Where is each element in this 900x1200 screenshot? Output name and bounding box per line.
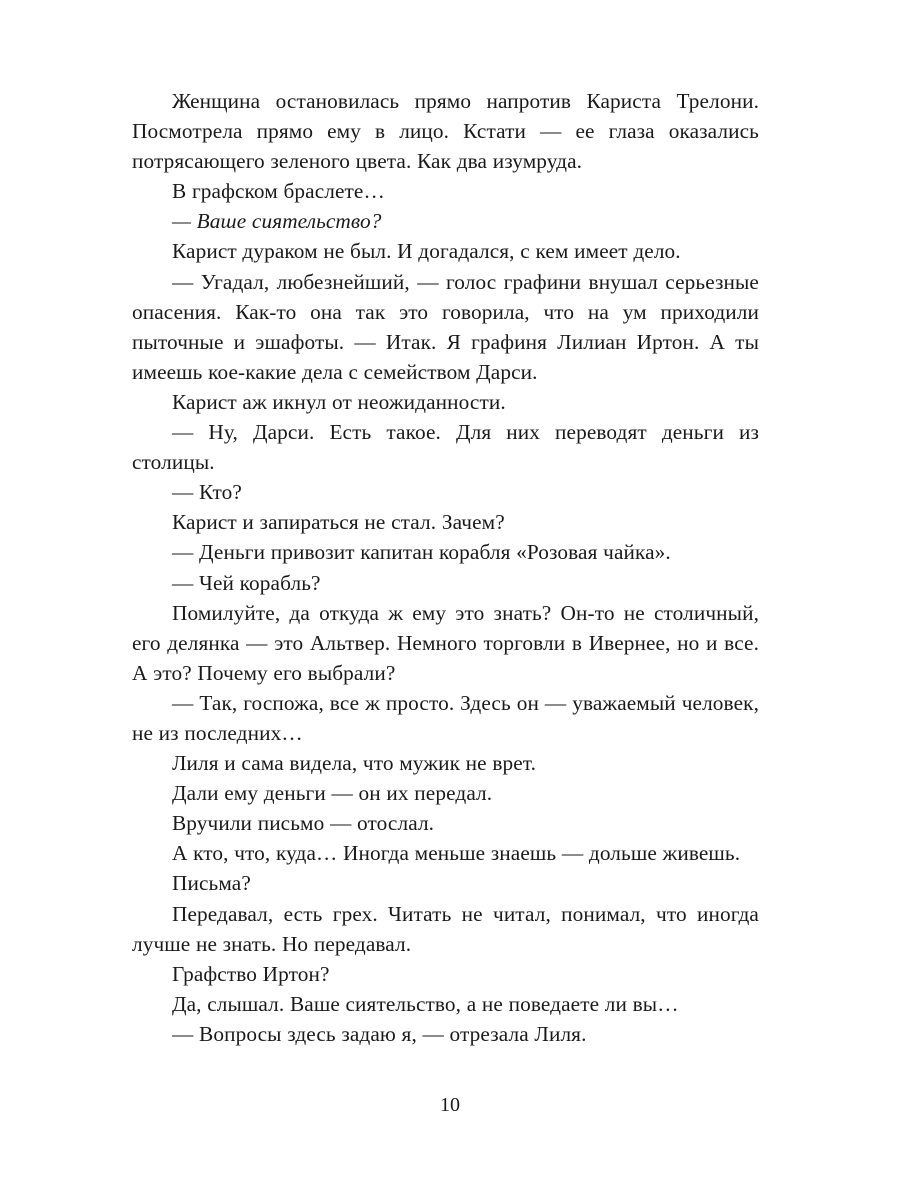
body-text-column: [132, 86, 759, 1049]
paragraph: Помилуйте, да откуда ж ему это знать? Он-то не столичный, его делянка — это Альтвер. Немного торговли в Ивернее, но и все. А это? Почему его выбрали?: [132, 600, 759, 685]
paragraph: — Деньги привозит капитан корабля «Розовая чайка».: [172, 540, 671, 565]
paragraph: А кто, что, куда… Иногда меньше знаешь — дольше живешь.: [172, 841, 741, 866]
paragraph: — Вопросы здесь задаю я, — отрезала Лиля.: [172, 1021, 587, 1046]
page-number: 10: [440, 1094, 460, 1116]
paragraph: Вручили письмо — отослал.: [172, 811, 435, 836]
paragraph: Карист дураком не был. И догадался, с кем имеет дело.: [172, 239, 681, 264]
paragraph: Дали ему деньги — он их передал.: [172, 781, 493, 806]
paragraph: — Кто?: [172, 480, 242, 505]
paragraph: Карист аж икнул от неожиданности.: [172, 389, 506, 414]
paragraph: — Угадал, любезнейший, — голос графини внушал серьезные опасения. Как-то она так это говорила, что на ум приходили пыточные и эшафоты. — Итак. Я графиня Лилиан Иртон. А ты имеешь кое-какие дела с семейством Дарси.: [132, 269, 759, 384]
paragraph: Карист и запираться не стал. Зачем?: [172, 510, 505, 535]
paragraph: Женщина остановилась прямо напротив Кариста Трелони. Посмотрела прямо ему в лицо. Кстати — ее глаза оказались потрясающего зеленого цвета. Как два изумруда.: [132, 89, 759, 174]
paragraph: Графство Иртон?: [172, 961, 330, 986]
paragraph: Передавал, есть грех. Читать не читал, понимал, что иногда лучше не знать. Но передавал.: [132, 901, 759, 956]
paragraph-italic: — Ваше сиятельство?: [172, 209, 382, 234]
paragraph: — Чей корабль?: [172, 570, 321, 595]
paragraph: — Ну, Дарси. Есть такое. Для них переводят деньги из столицы.: [132, 420, 759, 475]
paragraph: В графском браслете…: [172, 179, 385, 204]
paragraph: Да, слышал. Ваше сиятельство, а не поведаете ли вы…: [172, 991, 679, 1016]
paragraph: Лиля и сама видела, что мужик не врет.: [172, 751, 537, 776]
paragraph: — Так, госпожа, все ж просто. Здесь он — уважаемый человек, не из последних…: [132, 690, 759, 745]
paragraph: Письма?: [172, 871, 251, 896]
